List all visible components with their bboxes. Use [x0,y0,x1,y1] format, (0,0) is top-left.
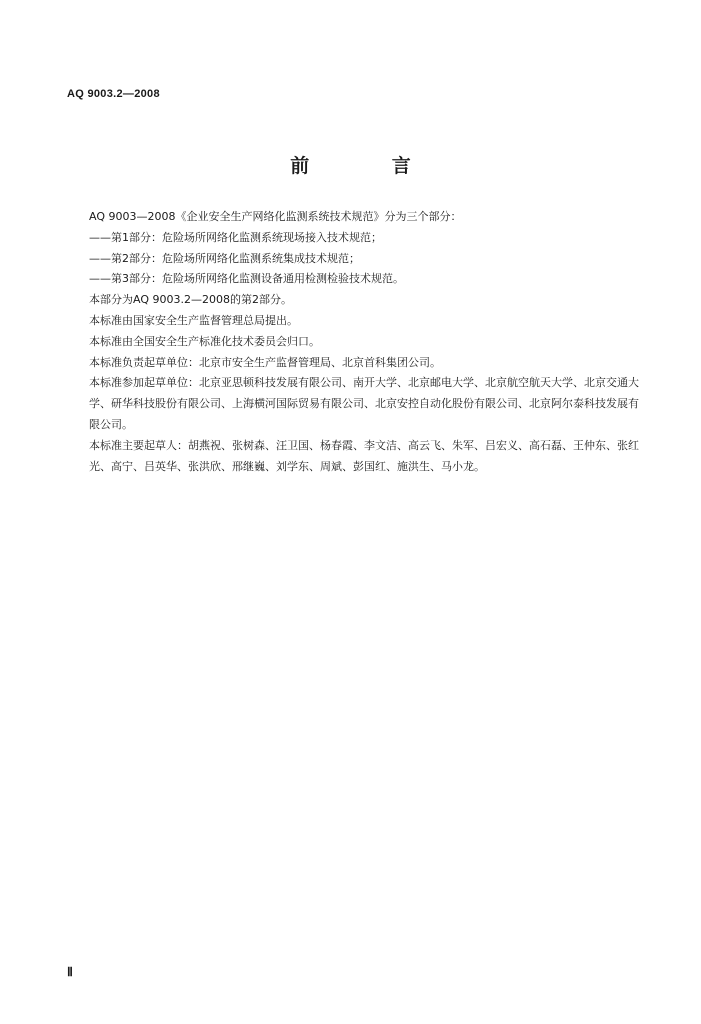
paragraph-part-1: ——第1部分：危险场所网络化监测系统现场接入技术规范； [89,230,382,244]
paragraph-part-2: ——第2部分：危险场所网络化监测系统集成技术规范； [89,251,360,265]
paragraph-main-drafters: 本标准主要起草人：胡燕祝、张树森、汪卫国、杨春霞、李文洁、高云飞、朱军、吕宏义、高石磊、王仲东、张红光、高宁、吕英华、张洪欣、邢继巍、刘学东、周斌、彭国红、施洪生、马小龙。 [89,438,639,473]
paragraph-parts-intro: AQ 9003—2008《企业安全生产网络化监测系统技术规范》分为三个部分： [89,210,462,223]
paragraph-part-3: ——第3部分：危险场所网络化监测设备通用检测检验技术规范。 [89,272,404,286]
paragraph-this-part: 本部分为AQ 9003.2—2008的第2部分。 [89,293,292,307]
paragraph-drafting-unit: 本标准负责起草单位：北京市安全生产监督管理局、北京首科集团公司。 [89,355,441,369]
page-number: Ⅱ [67,965,73,979]
paragraph-participating-units: 本标准参加起草单位：北京亚思顿科技发展有限公司、南开大学、北京邮电大学、北京航空航天大学、北京交通大学、研华科技股份有限公司、上海横河国际贸易有限公司、北京安控自动化股份有限公司、北京阿尔泰科技发展有限公司。 [89,376,639,431]
page-title: 前 言 [290,155,449,177]
foreword-body [67,207,639,477]
standard-code: AQ 9003.2—2008 [67,88,160,100]
paragraph-proposed-by: 本标准由国家安全生产监督管理总局提出。 [89,313,298,327]
paragraph-centralized-by: 本标准由全国安全生产标准化技术委员会归口。 [89,334,320,348]
